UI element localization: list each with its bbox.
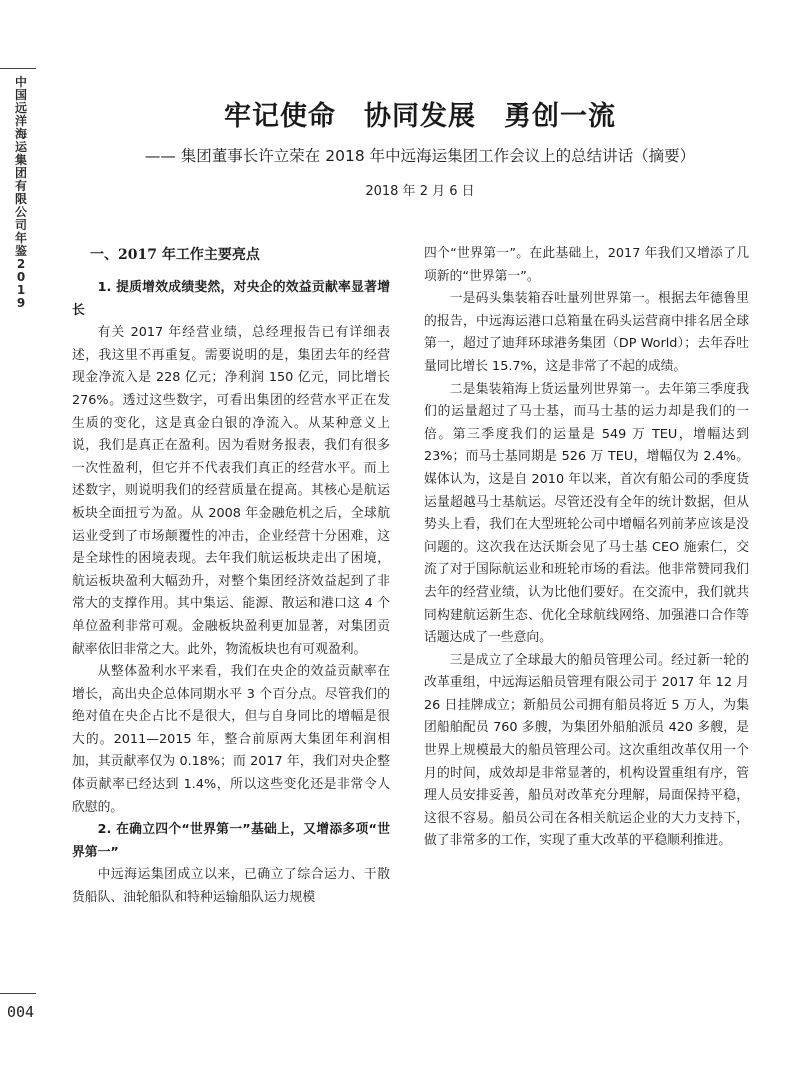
sidebar-rule-bottom (0, 993, 36, 994)
yearbook-sidebar-title: 中国远洋海运集团有限公司年鉴2019 (14, 75, 27, 310)
subsection-heading-2: 2. 在确立四个“世界第一”基础上，又增添多项“世界第一” (72, 822, 390, 860)
paragraph: 二是集装箱海上货运量列世界第一。去年第三季度我们的运量超过了马士基，而马士基的运力却是我们的一倍。第三季度我们的运量是 549 万 TEU，增幅达到 23%；而马士基同期是 526 万 TEU，增幅仅为 2.4%。媒体认为，这是自 2010 年以来，首次有船公司的季度货运量超越马士基航运。尽管还没有全年的统计数据，但从势头上看，我们在大型班轮公司中增幅名列前茅应该是没问题的。这次我在达沃斯会见了马士基 CEO 施索仁，交流了对于国际航运业和班轮市场的看法。他非常赞同我们去年的经营业绩，认为比他们要好。在交流中，我们就共同构建航运新生态、优化全球航线网络、加强港口合作等话题达成了一些意向。 (424, 381, 749, 646)
article-title: 牢记使命 协同发展 勇创一流 (224, 101, 616, 132)
right-column (424, 243, 749, 853)
paragraph: 从整体盈利水平来看，我们在央企的效益贡献率在增长，高出央企总体同期水平 3 个百分点。尽管我们的绝对值在央企占比不是很大，但与自身同比的增幅是很大的。2011—2015 年，整合前原两大集团年利润相加，其贡献率仅为 0.18%；而 2017 年，我们对央企整体贡献率已经达到 1.4%，所以这些变化还是非常令人欣慰的。 (72, 664, 390, 815)
paragraph: 一是码头集装箱吞吐量列世界第一。根据去年德鲁里的报告，中远海运港口总箱量在码头运营商中排名居全球第一，超过了迪拜环球港务集团（DP World）；去年吞吐量同比增长 15.7%，这是非常了不起的成绩。 (424, 291, 749, 374)
article-date: 2018 年 2 月 6 日 (365, 184, 475, 199)
paragraph: 三是成立了全球最大的船员管理公司。经过新一轮的改革重组，中远海运船员管理有限公司于 2017 年 12 月 26 日挂牌成立；新船员公司拥有船员将近 5 万人，为集团船舶配员 760 多艘，为集团外船舶派员 420 多艘，是世界上规模最大的船员管理公司。这次重组改革仅用一个月的时间，成效却是非常显著的，机构设置重组有序，管理人员安排妥善，船员对改革充分理解，局面保持平稳，这很不容易。船员公司在各相关航运企业的大力支持下，做了非常多的工作，实现了重大改革的平稳顺利推进。 (424, 652, 749, 849)
paragraph-continued: 四个“世界第一”。在此基础上，2017 年我们又增添了几项新的“世界第一”。 (424, 246, 749, 284)
left-column (72, 243, 390, 910)
paragraph: 中远海运集团成立以来，已确立了综合运力、干散货船队、油轮船队和特种运输船队运力规模 (72, 867, 390, 906)
page-number: 004 (7, 1003, 35, 1021)
subsection-heading-1: 1. 提质增效成绩斐然，对央企的效益贡献率显著增长 (72, 280, 390, 318)
paragraph: 有关 2017 年经营业绩，总经理报告已有详细表述，我这里不再重复。需要说明的是，集团去年的经营现金净流入是 228 亿元；净利润 150 亿元，同比增长 276%。透过这些数字，可看出集团的经营水平正在发生质的变化，这是真金白银的净流入。从某种意义上说，我们是真正在盈利。因为看财务报表，我们有很多一次性盈利，但它并不代表我们真正的经营水平。而上述数字，则说明我们的经营质量在提高。其核心是航运板块全面扭亏为盈。从 2008 年金融危机之后，全球航运业受到了市场颠覆性的冲击，企业经营十分困难，这是全球性的困境表现。去年我们航运板块走出了困境，航运板块盈利大幅劲升，对整个集团经济效益起到了非常大的支撑作用。其中集运、能源、散运和港口这 4 个单位盈利非常可观。金融板块盈利更加显著，对集团贡献率依旧非常之大。此外，物流板块也有可观盈利。 (72, 325, 390, 657)
article-subtitle: —— 集团董事长许立荣在 2018 年中远海运集团工作会议上的总结讲话（摘要） (144, 147, 696, 165)
sidebar-rule-top (0, 68, 36, 69)
section-heading: 一、2017 年工作主要亮点 (90, 247, 260, 263)
